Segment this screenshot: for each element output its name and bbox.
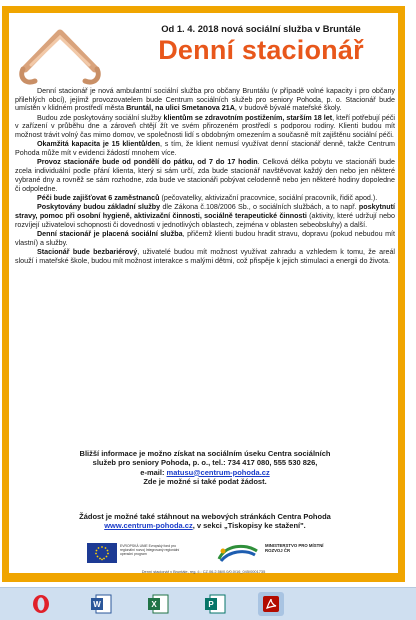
- publisher-icon[interactable]: [202, 592, 228, 616]
- opera-icon[interactable]: [28, 592, 54, 616]
- eu-flag-icon: [87, 543, 117, 563]
- word-icon[interactable]: [88, 592, 114, 616]
- paragraph-intro: Denní stacionář je nová ambulantní sociální služba pro občany Bruntálu (v případě volné kapacity i pro občany přilehlých obcí), jejímž provozovatelem bude Centrum sociálních služeb pro seniory Pohoda, p. o. Stacionář bude umístěn v klidném prostředí města Bruntál, na ulici Smetanova 21A, v budově bývalé mateřské školy.: [15, 87, 395, 113]
- ministry-label: MINISTERSTVO PRO MÍSTNÍ ROZVOJ ČR: [265, 543, 324, 553]
- svg-text:W: W: [93, 600, 101, 609]
- download-line-1: Žádost je možné také stáhnout na webových stránkách Centra Pohoda: [79, 512, 331, 521]
- paragraph-payment: Denní stacionář je placená sociální služba, přičemž klienti budou hradit stravu, dopravu (pokud nebudou mít vlastní) a služby.: [15, 229, 395, 247]
- contact-email-line: e-mail: matusu@centrum-pohoda.cz: [140, 467, 270, 477]
- sponsor-logos: [87, 540, 347, 568]
- svg-text:X: X: [151, 600, 157, 609]
- hands-roof-logo: [15, 19, 105, 93]
- paragraph-accessibility: Stacionář bude bezbariérový, uživatelé budou mít možnost využívat zahradu a vzhledem k tomu, že areál slouží i mateřské škole, budou mít možnost interakce s malými dětmi, což přispěje k jejich stimulaci a energii do života.: [15, 247, 395, 265]
- email-link[interactable]: matusu@centrum-pohoda.cz: [166, 467, 270, 477]
- svg-text:P: P: [208, 600, 214, 609]
- paragraph-services: Poskytovány budou základní služby dle Zákona č.108/2006 Sb., o sociálních službách, a to např. poskytnutí stravy, pomoc při osobní hygieně, aktivizační činnosti, sociálně terapeutické činnosti (aktivity, které udržují nebo rozvíjejí uživatelovi schopnosti či dovednosti v jednotlivých oblastech, zejména v oblasten sebeobsluhy) a další.: [15, 203, 395, 229]
- contact-line-4: Zde je možné si také podat žádost.: [143, 476, 267, 486]
- download-link-line: www.centrum-pohoda.cz, v sekci „Tiskopisy ke stažení".: [104, 521, 306, 531]
- contact-line-1: Bližší informace je možno získat na sociálním úseku Centra sociálních: [79, 449, 331, 458]
- poster-page: [2, 6, 405, 582]
- eu-label: EVROPSKÁ UNIE Evropský fond pro regionální rozvoj Integrovaný regionální operační program: [120, 544, 180, 557]
- pdf-reader-icon[interactable]: [258, 592, 284, 616]
- launch-date-line: Od 1. 4. 2018 nová sociální služba v Bruntále: [161, 23, 361, 34]
- website-link[interactable]: www.centrum-pohoda.cz: [104, 521, 193, 531]
- paragraph-capacity: Okamžitá kapacita je 15 klientů/den, s tím, že klient nemusí využívat denní stacionář denně, takže Centrum Pohoda může mít v evidenci žádostí mnohem více.: [15, 140, 395, 158]
- registration-footnote: Denní stacionář v Bruntále, reg. č.: CZ.06.2.56/0.0/0.0/16_045/0001735: [141, 569, 266, 574]
- contact-line-2: služeb pro seniory Pohoda, p. o., tel.: 734 417 080, 555 530 826,: [92, 458, 318, 468]
- ministry-logo-icon: [215, 541, 261, 565]
- body-text: [15, 87, 395, 266]
- download-block: [15, 512, 395, 531]
- paragraph-clients: Budou zde poskytovány sociální služby klientům se zdravotním postižením, starším 18 let, kteří potřebují péči v zařízení v průběhu dne a zároveň chtějí žít ve svém přirozeném prostředí s podporou rodiny. Klienti budou mít možnost trávit volný čas mimo domov, ve společnosti lidí s obdobným omezením a současně mít zajištěnu sociální péči.: [15, 113, 395, 140]
- taskbar: [0, 587, 416, 620]
- excel-icon[interactable]: [145, 592, 171, 616]
- poster-title: Denní stacionář: [158, 35, 364, 65]
- contact-block: [15, 449, 395, 486]
- paragraph-staff: Péči bude zajišťovat 6 zaměstnanců (pečovatelky, aktivizační pracovnice, sociální pracovník, řidič apod.).: [37, 193, 378, 202]
- paragraph-hours: Provoz stacionáře bude od pondělí do pátku, od 7 do 17 hodin. Celková délka pobytu ve stacionáři bude zcela individuální podle přání klienta, který si sám určí, zda bude stacionář navštěvovat každý den nebo jen některé vybrané dny a rovněž se sám rozhodne, zda bude ve stacionáři pobývat celodenně nebo jen některé hodiny dopoledne či odpoledne.: [15, 158, 395, 193]
